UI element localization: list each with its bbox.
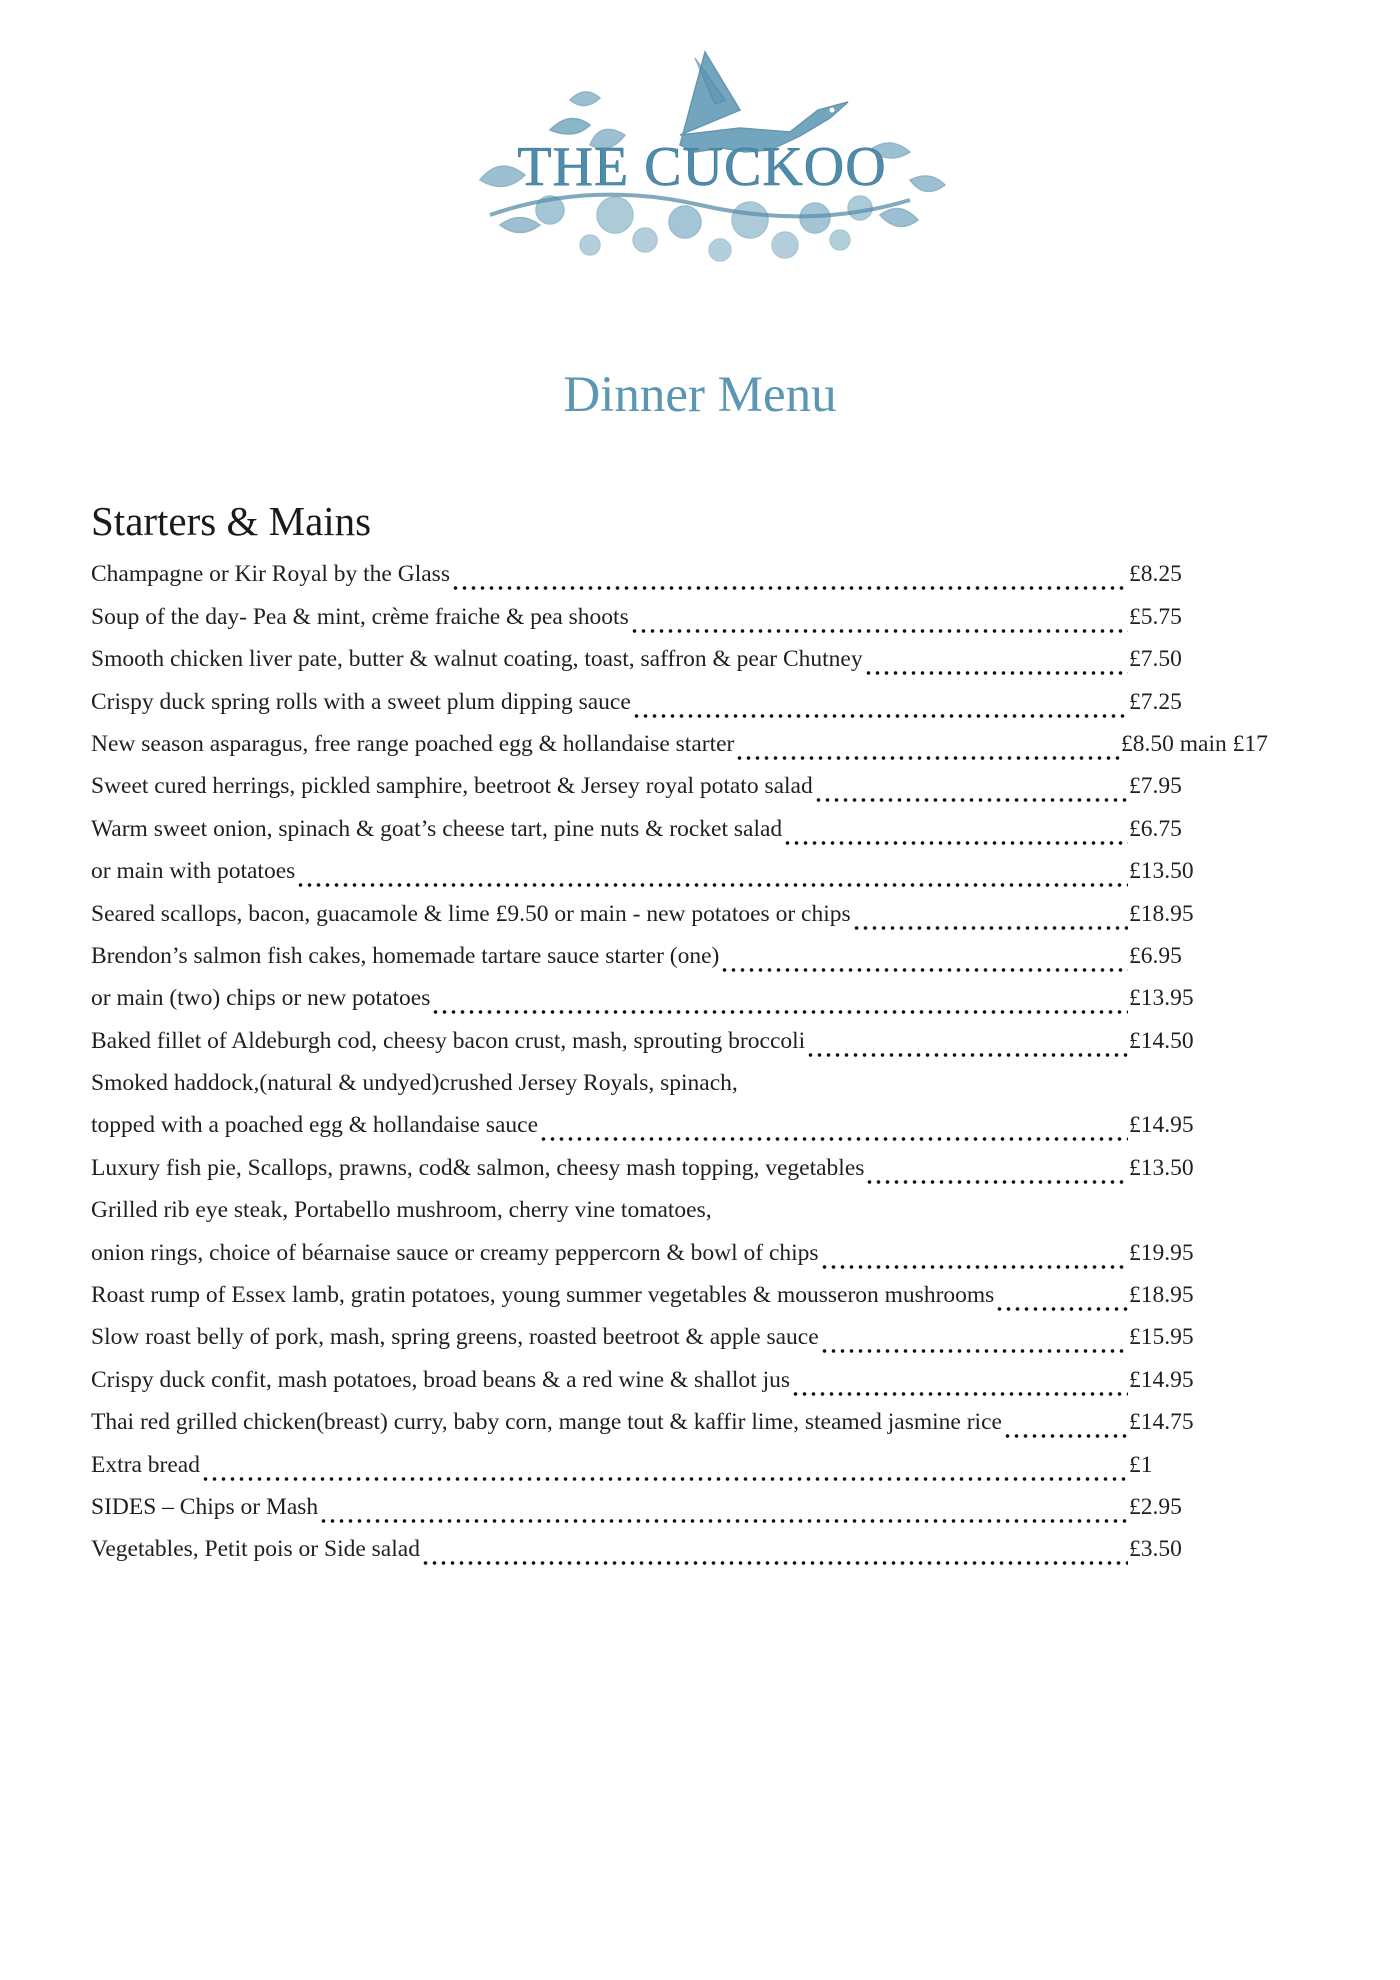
dot-leader	[451, 586, 1128, 590]
menu-item-price: £8.25	[1129, 561, 1182, 588]
menu-item-price: £3.50	[1129, 1536, 1182, 1563]
dot-leader	[630, 629, 1128, 633]
menu-item-description: Baked fillet of Aldeburgh cod, cheesy bacon crust, mash, sprouting broccoli	[91, 1027, 806, 1054]
dot-leader	[431, 1010, 1128, 1014]
menu-item	[91, 1061, 1291, 1103]
menu-item-description: Thai red grilled chicken(breast) curry, baby corn, mange tout & kaffir lime, steamed jasmine rice	[91, 1409, 1002, 1436]
menu-item	[91, 1400, 1291, 1442]
dot-leader	[1003, 1434, 1128, 1438]
menu-item-description: Brendon’s salmon fish cakes, homemade tartare sauce starter (one)	[91, 942, 720, 969]
menu-item	[91, 1145, 1291, 1187]
menu-item-price: £5.75	[1129, 603, 1182, 630]
dot-leader	[806, 1053, 1128, 1057]
menu-item-description: Vegetables, Petit pois or Side salad	[91, 1536, 420, 1563]
menu-item	[91, 1018, 1291, 1060]
menu-item-price: £7.95	[1129, 773, 1182, 800]
dot-leader	[865, 1180, 1128, 1184]
menu-item-description: Extra bread	[91, 1451, 200, 1478]
dot-leader	[296, 883, 1128, 887]
menu-item-price: £14.95	[1129, 1112, 1194, 1139]
menu-item-description: Smooth chicken liver pate, butter & walnut coating, toast, saffron & pear Chutney	[91, 646, 863, 673]
menu-item	[91, 849, 1291, 891]
menu-item-description: Warm sweet onion, spinach & goat’s cheese tart, pine nuts & rocket salad	[91, 815, 783, 842]
dot-leader	[319, 1519, 1128, 1523]
menu-item-description: or main with potatoes	[91, 858, 296, 885]
menu-item-price: £18.95	[1129, 900, 1194, 927]
dot-leader	[735, 756, 1120, 760]
menu-item-description: Smoked haddock,(natural & undyed)crushed Jersey Royals, spinach,	[91, 1070, 738, 1097]
menu-title: Dinner Menu	[563, 367, 837, 423]
menu-item	[91, 1315, 1291, 1357]
dot-leader	[820, 1349, 1128, 1353]
section-heading: Starters & Mains	[91, 498, 372, 544]
logo-wordmark: THE CUCKOO	[517, 136, 887, 198]
menu-item-description: Sweet cured herrings, pickled samphire, beetroot & Jersey royal potato salad	[91, 773, 813, 800]
menu-item-price: £15.95	[1129, 1324, 1194, 1351]
menu-item-price: £1	[1129, 1451, 1153, 1478]
menu-item-description: Luxury fish pie, Scallops, prawns, cod& salmon, cheesy mash topping, vegetables	[91, 1154, 865, 1181]
menu-item-price: £19.95	[1129, 1239, 1194, 1266]
menu-item	[91, 1230, 1291, 1272]
menu-item	[91, 679, 1291, 721]
menu-item-description: or main (two) chips or new potatoes	[91, 985, 431, 1012]
menu-item-price: £13.50	[1129, 1154, 1194, 1181]
menu-item-description: Slow roast belly of pork, mash, spring greens, roasted beetroot & apple sauce	[91, 1324, 819, 1351]
menu-item-price: £13.50	[1129, 858, 1194, 885]
menu-item	[91, 1485, 1291, 1527]
dot-leader	[995, 1307, 1128, 1311]
menu-item-price: £14.50	[1129, 1027, 1194, 1054]
menu-item-price: £6.75	[1129, 815, 1182, 842]
menu-item-price: £13.95	[1129, 985, 1194, 1012]
menu-items-list	[91, 552, 1291, 1569]
menu-item-description: Grilled rib eye steak, Portabello mushroom, cherry vine tomatoes,	[91, 1197, 712, 1224]
menu-item	[91, 1527, 1291, 1569]
menu-item	[91, 1188, 1291, 1230]
menu-item	[91, 1442, 1291, 1484]
menu-item-price: £2.95	[1129, 1493, 1182, 1520]
dot-leader	[720, 968, 1128, 972]
menu-item-description: Champagne or Kir Royal by the Glass	[91, 561, 450, 588]
dot-leader	[783, 841, 1128, 845]
menu-item	[91, 1273, 1291, 1315]
menu-item-price: £7.50	[1129, 646, 1182, 673]
dot-leader	[539, 1137, 1128, 1141]
menu-item-price: £14.95	[1129, 1366, 1194, 1393]
menu-item-price: £14.75	[1129, 1409, 1194, 1436]
menu-item-price: £7.25	[1129, 688, 1182, 715]
menu-item	[91, 806, 1291, 848]
menu-item-description: Crispy duck spring rolls with a sweet plum dipping sauce	[91, 688, 631, 715]
dot-leader	[201, 1477, 1128, 1481]
menu-item-description: SIDES – Chips or Mash	[91, 1493, 319, 1520]
menu-item-description: New season asparagus, free range poached egg & hollandaise starter	[91, 730, 735, 757]
menu-item-price: £18.95	[1129, 1282, 1194, 1309]
menu-item	[91, 934, 1291, 976]
menu-item	[91, 1357, 1291, 1399]
menu-item	[91, 976, 1291, 1018]
restaurant-logo	[440, 40, 960, 300]
menu-item-description: topped with a poached egg & hollandaise sauce	[91, 1112, 539, 1139]
menu-item-description: Crispy duck confit, mash potatoes, broad beans & a red wine & shallot jus	[91, 1366, 790, 1393]
menu-item	[91, 764, 1291, 806]
menu-item-price: £8.50 main £17	[1121, 730, 1268, 757]
dot-leader	[814, 798, 1128, 802]
cuckoo-bird-floral-logo-icon	[440, 40, 960, 300]
dot-leader	[852, 926, 1128, 930]
dot-leader	[820, 1265, 1128, 1269]
menu-item	[91, 891, 1291, 933]
menu-item-description: Soup of the day- Pea & mint, crème fraiche & pea shoots	[91, 603, 629, 630]
menu-item-description: Roast rump of Essex lamb, gratin potatoes, young summer vegetables & mousseron mushrooms	[91, 1282, 995, 1309]
menu-item-price: £6.95	[1129, 942, 1182, 969]
dot-leader	[791, 1392, 1128, 1396]
menu-item	[91, 637, 1291, 679]
dot-leader	[421, 1561, 1128, 1565]
menu-item	[91, 1103, 1291, 1145]
dot-leader	[864, 671, 1128, 675]
menu-item	[91, 552, 1291, 594]
menu-item	[91, 594, 1291, 636]
menu-item	[91, 722, 1291, 764]
dot-leader	[632, 714, 1128, 718]
menu-item-description: onion rings, choice of béarnaise sauce or creamy peppercorn & bowl of chips	[91, 1239, 819, 1266]
menu-item-description: Seared scallops, bacon, guacamole & lime £9.50 or main - new potatoes or chips	[91, 900, 851, 927]
